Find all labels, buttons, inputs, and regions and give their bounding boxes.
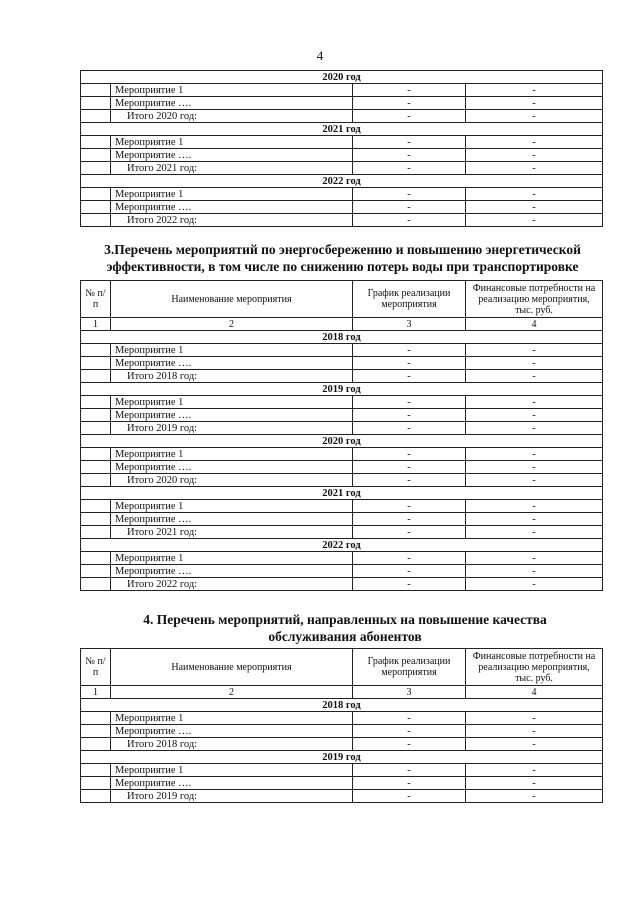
schedule-cell: - [353,578,466,591]
table-3 [80,280,602,591]
schedule-cell: - [353,84,466,97]
measure-name: Мероприятие …. [111,97,353,110]
finance-cell: - [466,97,603,110]
schedule-cell: - [353,201,466,214]
schedule-cell: - [353,409,466,422]
schedule-cell: - [353,344,466,357]
year-label: 2018 год [81,331,603,344]
schedule-cell: - [353,136,466,149]
table-row [81,97,603,110]
finance-cell: - [466,552,603,565]
measure-name: Итого 2021 год: [111,526,353,539]
number-cell [81,422,111,435]
table-row [81,461,603,474]
measure-name: Итого 2022 год: [111,214,353,227]
schedule-cell: - [353,461,466,474]
year-label: 2019 год [81,751,603,764]
header-schedule: График реализации мероприятия [353,649,466,686]
measure-name: Итого 2021 год: [111,162,353,175]
total-row [81,790,603,803]
measure-name: Итого 2019 год: [111,790,353,803]
finance-cell: - [466,84,603,97]
table-row [81,448,603,461]
table-row [81,565,603,578]
measure-name: Мероприятие …. [111,725,353,738]
finance-cell: - [466,448,603,461]
schedule-cell: - [353,188,466,201]
number-cell [81,578,111,591]
measure-name: Мероприятие …. [111,777,353,790]
finance-cell: - [466,738,603,751]
header-number: № п/п [81,281,111,318]
number-cell [81,396,111,409]
total-row [81,214,603,227]
measure-name: Итого 2018 год: [111,370,353,383]
finance-cell: - [466,474,603,487]
column-number: 3 [353,686,466,699]
schedule-cell: - [353,448,466,461]
column-number: 4 [466,318,603,331]
number-cell [81,513,111,526]
measures-table [80,648,603,803]
measure-name: Итого 2019 год: [111,422,353,435]
number-cell [81,725,111,738]
measures-table [80,280,603,591]
year-label: 2022 год [81,175,603,188]
header-name: Наименование мероприятия [111,281,353,318]
year-row [81,123,603,136]
number-cell [81,84,111,97]
measure-name: Итого 2020 год: [111,110,353,123]
measure-name: Мероприятие …. [111,409,353,422]
measure-name: Мероприятие 1 [111,448,353,461]
year-label: 2021 год [81,123,603,136]
table-row [81,712,603,725]
table-row [81,513,603,526]
number-cell [81,552,111,565]
measure-name: Мероприятие …. [111,513,353,526]
column-number: 1 [81,318,111,331]
number-cell [81,136,111,149]
measure-name: Мероприятие 1 [111,188,353,201]
year-label: 2020 год [81,435,603,448]
header-row [81,281,603,318]
schedule-cell: - [353,513,466,526]
number-cell [81,149,111,162]
column-number: 4 [466,686,603,699]
table-row [81,409,603,422]
column-number-row [81,686,603,699]
measure-name: Мероприятие 1 [111,764,353,777]
total-row [81,474,603,487]
year-row [81,175,603,188]
measure-name: Мероприятие …. [111,461,353,474]
number-cell [81,790,111,803]
year-row [81,487,603,500]
measure-name: Итого 2022 год: [111,578,353,591]
column-number: 2 [111,686,353,699]
schedule-cell: - [353,764,466,777]
measure-name: Мероприятие 1 [111,396,353,409]
schedule-cell: - [353,474,466,487]
number-cell [81,201,111,214]
table-row [81,188,603,201]
schedule-cell: - [353,552,466,565]
number-cell [81,448,111,461]
schedule-cell: - [353,162,466,175]
schedule-cell: - [353,214,466,227]
finance-cell: - [466,790,603,803]
schedule-cell: - [353,422,466,435]
total-row [81,110,603,123]
schedule-cell: - [353,500,466,513]
section-3-heading: 3.Перечень мероприятий по энергосбережению и повышению энергетической эффективности, в том числе по снижению потерь воды при транспортировке [104,242,581,274]
measures-table [80,70,603,227]
finance-cell: - [466,162,603,175]
table-row [81,149,603,162]
number-cell [81,344,111,357]
number-cell [81,461,111,474]
column-number: 1 [81,686,111,699]
number-cell [81,162,111,175]
schedule-cell: - [353,526,466,539]
finance-cell: - [466,409,603,422]
year-row [81,699,603,712]
table-row [81,552,603,565]
schedule-cell: - [353,790,466,803]
finance-cell: - [466,513,603,526]
year-row [81,331,603,344]
number-cell [81,738,111,751]
measure-name: Мероприятие …. [111,149,353,162]
schedule-cell: - [353,777,466,790]
header-schedule: График реализации мероприятия [353,281,466,318]
header-number: № п/п [81,649,111,686]
year-label: 2020 год [81,71,603,84]
header-row [81,649,603,686]
measure-name: Мероприятие 1 [111,500,353,513]
number-cell [81,526,111,539]
finance-cell: - [466,110,603,123]
schedule-cell: - [353,738,466,751]
measure-name: Мероприятие 1 [111,712,353,725]
finance-cell: - [466,396,603,409]
schedule-cell: - [353,396,466,409]
schedule-cell: - [353,565,466,578]
year-row [81,71,603,84]
finance-cell: - [466,201,603,214]
year-row [81,539,603,552]
number-cell [81,357,111,370]
finance-cell: - [466,214,603,227]
table-4 [80,648,602,803]
number-cell [81,565,111,578]
table-2-continued [80,70,602,227]
schedule-cell: - [353,712,466,725]
measure-name: Мероприятие 1 [111,136,353,149]
table-row [81,764,603,777]
finance-cell: - [466,422,603,435]
number-cell [81,777,111,790]
measure-name: Мероприятие 1 [111,552,353,565]
year-row [81,751,603,764]
number-cell [81,409,111,422]
schedule-cell: - [353,357,466,370]
table-row [81,136,603,149]
total-row [81,370,603,383]
total-row [81,738,603,751]
number-cell [81,712,111,725]
number-cell [81,500,111,513]
header-finance: Финансовые потребности на реализацию мероприятия, тыс. руб. [466,649,603,686]
finance-cell: - [466,526,603,539]
schedule-cell: - [353,370,466,383]
finance-cell: - [466,565,603,578]
schedule-cell: - [353,97,466,110]
year-label: 2022 год [81,539,603,552]
table-row [81,84,603,97]
year-label: 2021 год [81,487,603,500]
finance-cell: - [466,725,603,738]
number-cell [81,188,111,201]
finance-cell: - [466,500,603,513]
total-row [81,422,603,435]
finance-cell: - [466,777,603,790]
number-cell [81,214,111,227]
finance-cell: - [466,357,603,370]
schedule-cell: - [353,110,466,123]
table-row [81,344,603,357]
measure-name: Мероприятие 1 [111,84,353,97]
measure-name: Мероприятие …. [111,201,353,214]
total-row [81,578,603,591]
column-number-row [81,318,603,331]
year-label: 2019 год [81,383,603,396]
number-cell [81,110,111,123]
measure-name: Итого 2018 год: [111,738,353,751]
finance-cell: - [466,712,603,725]
finance-cell: - [466,461,603,474]
page-number: 4 [316,48,324,63]
total-row [81,526,603,539]
finance-cell: - [466,344,603,357]
total-row [81,162,603,175]
table-row [81,396,603,409]
year-row [81,383,603,396]
section-4-heading: 4. Перечень мероприятий, направленных на повышение качества обслуживания абонентов [143,612,547,644]
table-row [81,357,603,370]
finance-cell: - [466,764,603,777]
schedule-cell: - [353,725,466,738]
number-cell [81,370,111,383]
column-number: 2 [111,318,353,331]
finance-cell: - [466,370,603,383]
finance-cell: - [466,188,603,201]
table-row [81,500,603,513]
measure-name: Мероприятие 1 [111,344,353,357]
header-finance: Финансовые потребности на реализацию мероприятия, тыс. руб. [466,281,603,318]
finance-cell: - [466,149,603,162]
column-number: 3 [353,318,466,331]
measure-name: Мероприятие …. [111,357,353,370]
measure-name: Итого 2020 год: [111,474,353,487]
table-row [81,725,603,738]
number-cell [81,474,111,487]
year-row [81,435,603,448]
table-row [81,201,603,214]
measure-name: Мероприятие …. [111,565,353,578]
year-label: 2018 год [81,699,603,712]
table-row [81,777,603,790]
finance-cell: - [466,136,603,149]
number-cell [81,97,111,110]
header-name: Наименование мероприятия [111,649,353,686]
finance-cell: - [466,578,603,591]
number-cell [81,764,111,777]
schedule-cell: - [353,149,466,162]
